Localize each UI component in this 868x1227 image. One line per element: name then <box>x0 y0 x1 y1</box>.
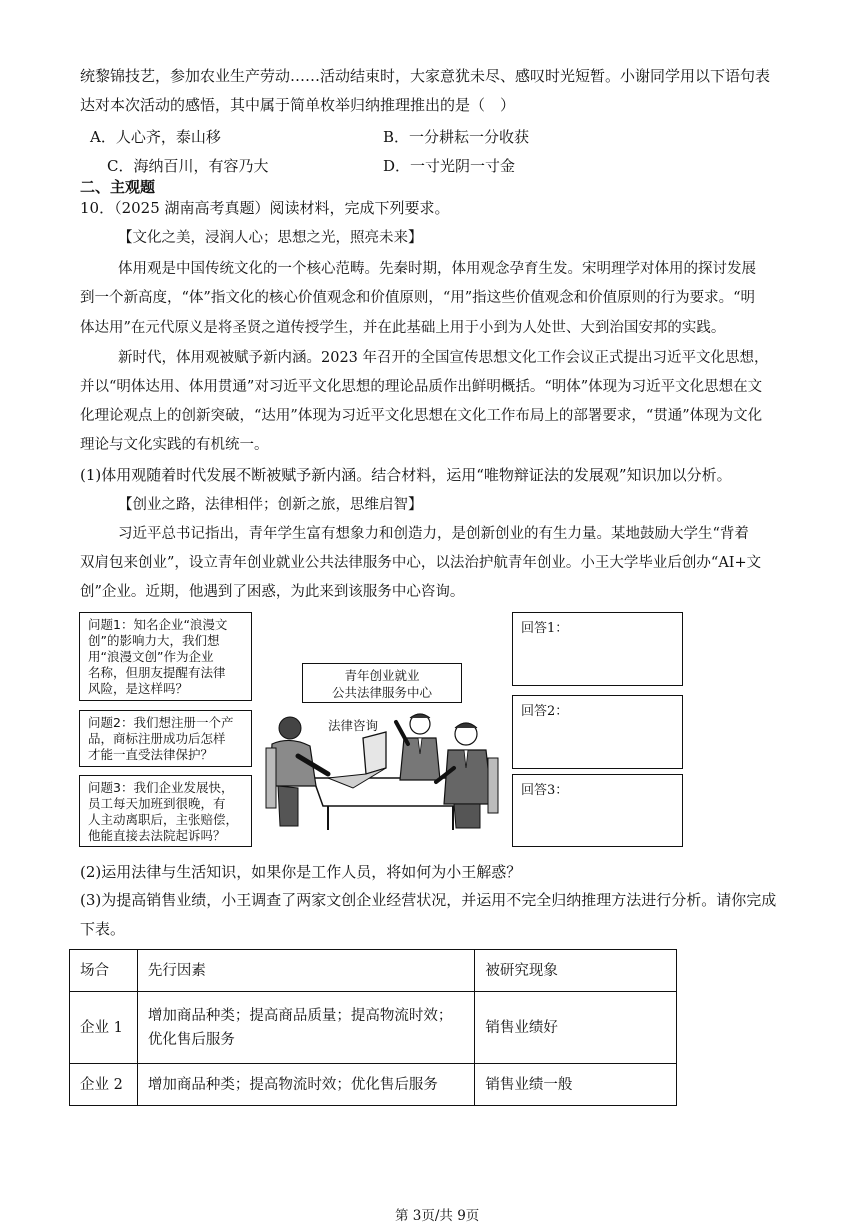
table-header: 场合 <box>70 950 138 992</box>
material-p3-line1: 习近平总书记指出，青年学生富有想象力和创造力，是创新创业的有生力量。某地鼓励大学生“背着 <box>118 526 749 542</box>
q9-option-b: B．一分耕耘一分收获 <box>383 128 530 146</box>
material-p1-line1: 体用观是中国传统文化的一个核心范畴。先秦时期，体用观念孕育生发。宋明理学对体用的探讨发展 <box>118 261 756 277</box>
table-header-row <box>70 950 677 992</box>
legal-consult-label: 法律咨询 <box>328 718 379 733</box>
answer-box-3 <box>512 774 683 847</box>
answer-1-label: 回答1： <box>521 621 569 636</box>
material-p1-line2: 到一个新高度，“体”指文化的核心价值观念和价值原则，“用”指这些价值观念和价值原则的行为要求。“明 <box>80 290 756 306</box>
page-footer: 第 3页/共 9页 <box>395 1208 480 1224</box>
question-box-3 <box>79 775 252 847</box>
table-cell: 增加商品种类；提高商品质量；提高物流时效；优化售后服务 <box>137 992 474 1064</box>
answer-box-2 <box>512 695 683 769</box>
table-row <box>70 1064 677 1106</box>
table-row <box>70 992 677 1064</box>
table-cell: 销售业绩好 <box>475 992 677 1064</box>
q9-option-a: A．人心齐，泰山移 <box>90 128 221 146</box>
table-header: 先行因素 <box>137 950 474 992</box>
answer-box-1 <box>512 612 683 686</box>
question-box-1 <box>79 612 252 701</box>
section-heading: 二、主观题 <box>80 178 156 196</box>
material-p2-line1: 新时代，体用观被赋予新内涵。2023 年召开的全国宣传思想文化工作会议正式提出习近平文化思想， <box>118 350 769 366</box>
q9-line1: 统黎锦技艺，参加农业生产劳动……活动结束时，大家意犹未尽、感叹时光短暂。小谢同学用以下语句表 <box>80 67 771 85</box>
q10-intro: 10．（2025 湖南高考真题）阅读材料，完成下列要求。 <box>80 199 450 217</box>
sign-line-2: 公共法律服务中心 <box>331 685 432 700</box>
table-cell: 企业 2 <box>70 1064 138 1106</box>
material-p2-line4: 理论与文化实践的有机统一。 <box>80 437 269 453</box>
table-cell: 增加商品种类；提高物流时效；优化售后服务 <box>137 1064 474 1106</box>
q9-option-d: D．一寸光阴一寸金 <box>383 157 516 175</box>
question-3-line: 员工每天加班到很晚，有 <box>88 796 226 811</box>
q9-line2: 达对本次活动的感悟，其中属于简单枚举归纳推理推出的是（ ） <box>80 96 516 114</box>
question-1-line: 问题1：知名企业“浪漫文 <box>88 617 228 632</box>
question-3-line: 人主动离职后，主张赔偿， <box>88 812 239 827</box>
question-box-2 <box>79 710 252 767</box>
material-p3-line2: 双肩包来创业”，设立青年创业就业公共法律服务中心，以法治护航青年创业。小王大学毕业后创办“AI+文 <box>80 555 762 571</box>
question-2-line: 品，商标注册成功后怎样 <box>88 731 226 746</box>
question-3-line: 他能直接去法院起诉吗？ <box>88 828 226 843</box>
question-1-line: 名称，但朋友提醒有法律 <box>88 665 226 680</box>
question-3-line: 问题3：我们企业发展快， <box>88 780 234 795</box>
material-p1-line3: 体达用”在元代原义是将圣贤之道传授学生，并在此基础上用于小到为人处世、大到治国安邦的实践。 <box>80 320 726 336</box>
question-1-line: 风险，是这样吗？ <box>88 681 189 696</box>
question-1-line: 创”的影响力大，我们想 <box>88 633 220 648</box>
induction-table <box>69 949 677 1106</box>
table-cell: 销售业绩一般 <box>475 1064 677 1106</box>
sign-line-1: 青年创业就业 <box>344 668 420 683</box>
service-center-sign <box>302 663 462 703</box>
material-p3-line3: 创”企业。近期，他遇到了困惑，为此来到该服务中心咨询。 <box>80 584 465 600</box>
table-header: 被研究现象 <box>475 950 677 992</box>
answer-3-label: 回答3： <box>521 783 569 798</box>
q9-option-c: C．海纳百川，有容乃大 <box>107 157 269 175</box>
question-1-line: 用“浪漫文创”作为企业 <box>88 649 214 664</box>
sub-question-1: (1)体用观随着时代发展不断被赋予新内涵。结合材料，运用“唯物辩证法的发展观”知识加以分析。 <box>80 466 732 484</box>
table-cell: 企业 1 <box>70 992 138 1064</box>
sub-question-3-line1: (3)为提高销售业绩，小王调查了两家文创企业经营状况，并运用不完全归纳推理方法进行分析。请你完成 <box>80 891 777 909</box>
material-p2-line3: 化理论观点上的创新突破，“达用”体现为习近平文化思想在文化工作布局上的部署要求，“贯通”体现为文化 <box>80 408 763 424</box>
material-heading-1: 【文化之美，浸润人心；思想之光，照亮未来】 <box>118 230 423 246</box>
sub-question-3-line2: 下表。 <box>80 920 126 938</box>
question-2-line: 才能一直受法律保护？ <box>88 747 214 762</box>
question-2-line: 问题2：我们想注册一个产 <box>88 715 234 730</box>
material-heading-2: 【创业之路，法律相伴；创新之旅，思维启智】 <box>118 497 423 513</box>
material-p2-line2: 并以“明体达用、体用贯通”对习近平文化思想的理论品质作出鲜明概括。“明体”体现为习近平文化思想在文 <box>80 379 763 395</box>
answer-2-label: 回答2： <box>521 704 569 719</box>
sub-question-2: (2)运用法律与生活知识，如果你是工作人员，将如何为小王解惑？ <box>80 863 522 881</box>
consultation-illustration <box>258 708 506 833</box>
